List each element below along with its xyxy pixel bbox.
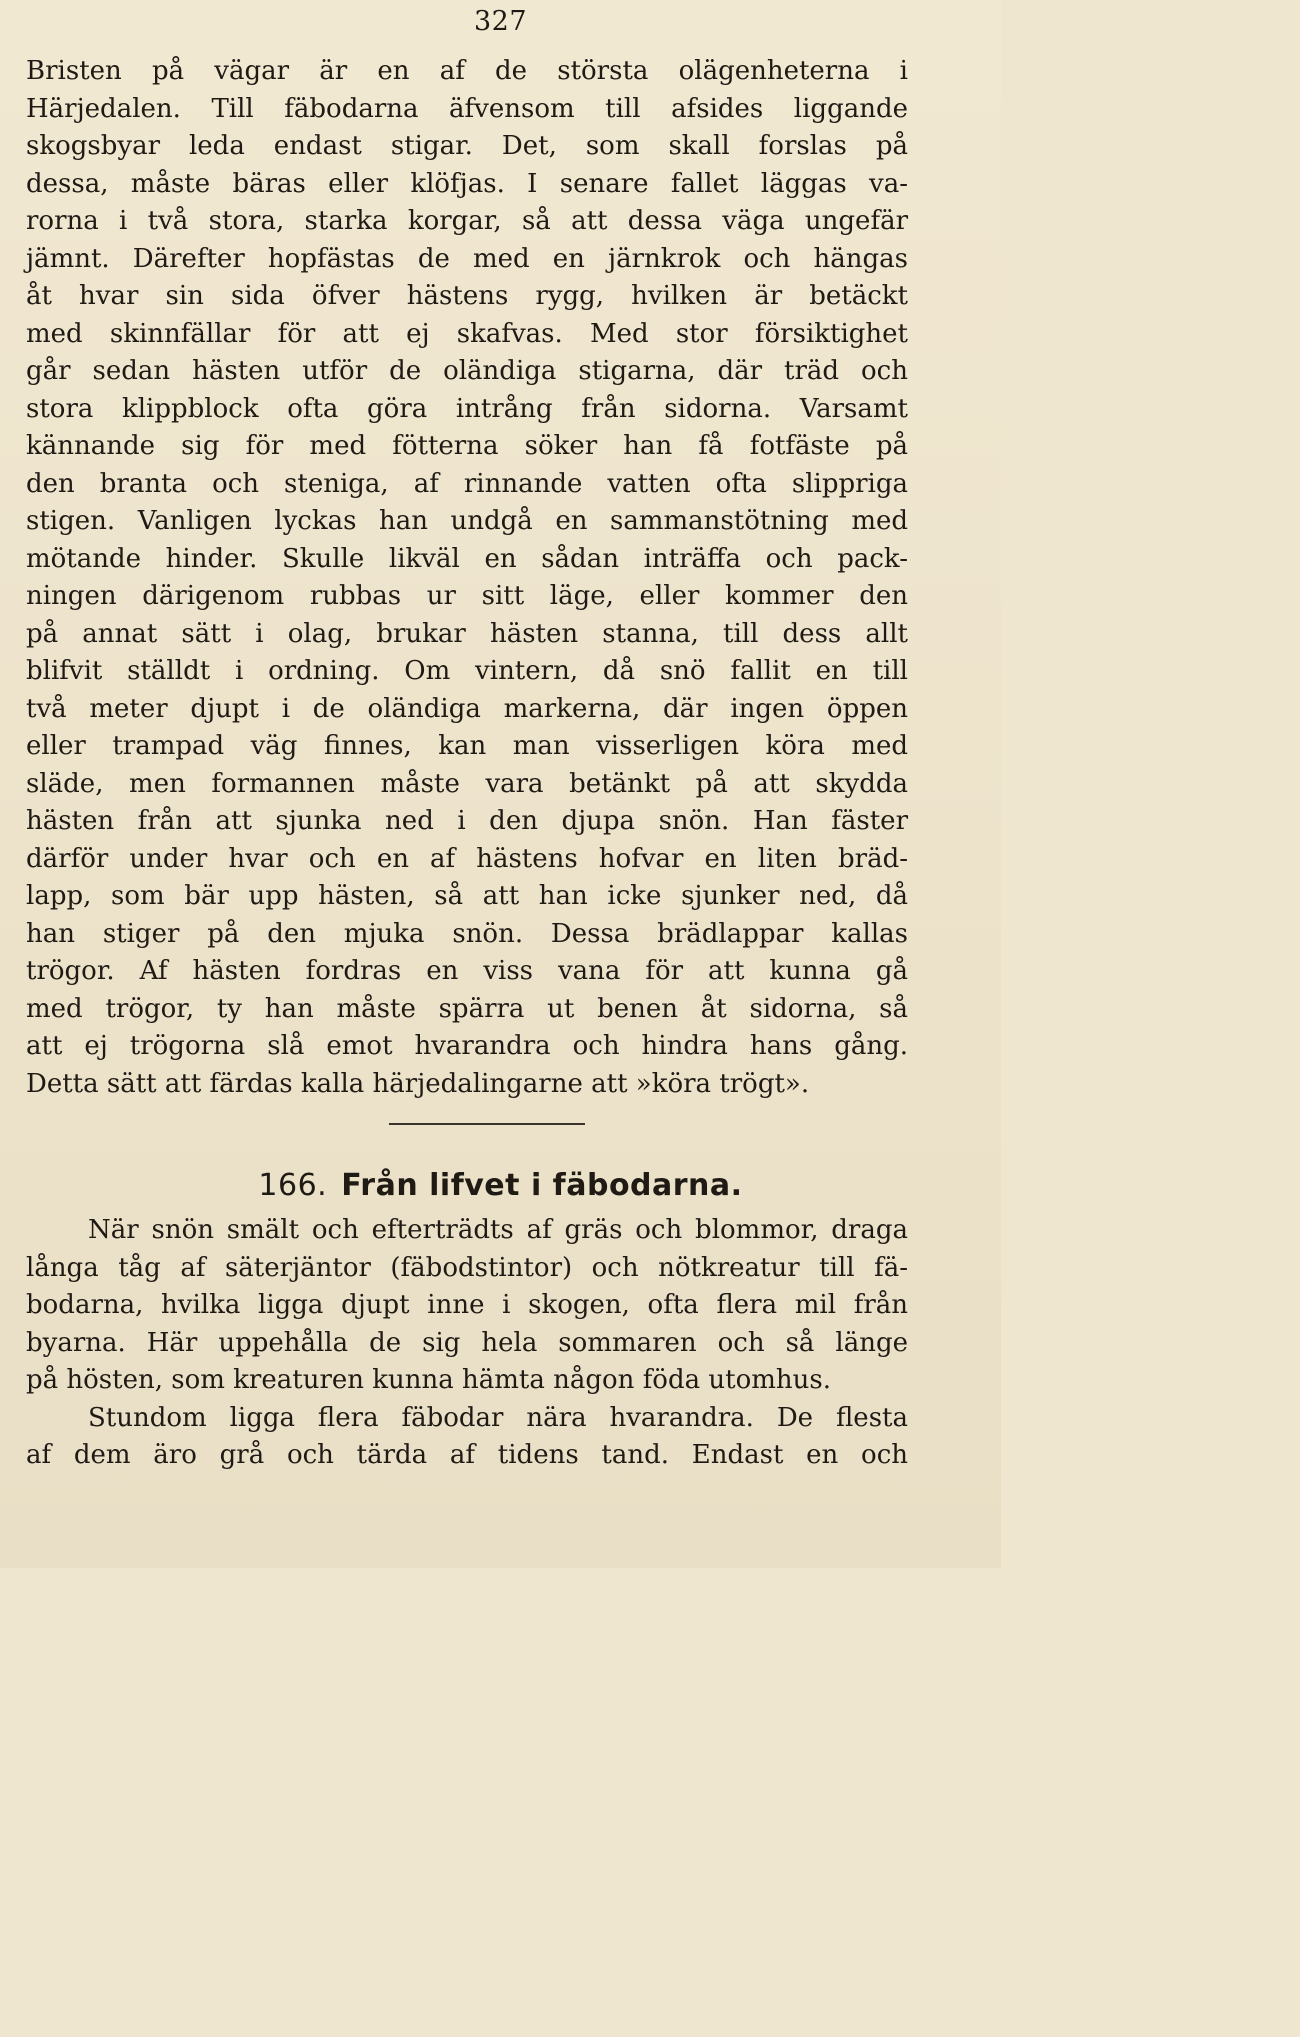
text-line: mötande hinder. Skulle likväl en sådan inträffa och pack- xyxy=(26,543,908,574)
text-line: med skinnfällar för att ej skafvas. Med stor försiktighet xyxy=(26,318,908,349)
text-line: Härjedalen. Till fäbodarna äfvensom till afsides liggande xyxy=(26,93,908,124)
text-line: går sedan hästen utför de oländiga stigarna, där träd och xyxy=(26,356,908,386)
text-line: kännande sig för med fötterna söker han få fotfäste på xyxy=(26,431,908,461)
text-line: på annat sätt i olag, brukar hästen stanna, till dess allt xyxy=(26,618,908,649)
section-paragraph xyxy=(26,1212,908,1475)
text-line: jämnt. Därefter hopfästas de med en järnkrok och hängas xyxy=(26,243,908,274)
section-divider xyxy=(389,1123,585,1125)
text-line: Bristen på vägar är en af de största olägenheterna i xyxy=(26,56,908,86)
text-line: stigen. Vanligen lyckas han undgå en sammanstötning med xyxy=(26,506,908,536)
text-line: på hösten, som kreaturen kunna hämta någon föda utomhus. xyxy=(26,1365,831,1395)
text-line: bodarna, hvilka ligga djupt inne i skogen, ofta flera mil från xyxy=(26,1290,908,1320)
text-line: af dem äro grå och tärda af tidens tand. Endast en och xyxy=(26,1440,908,1470)
text-line: rorna i två stora, starka korgar, så att dessa väga ungefär xyxy=(26,206,908,236)
text-line: hästen från att sjunka ned i den djupa snön. Han fäster xyxy=(26,806,908,836)
text-line: byarna. Här uppehålla de sig hela sommaren och så länge xyxy=(26,1327,908,1358)
text-line: två meter djupt i de oländiga markerna, där ingen öppen xyxy=(26,693,908,724)
section-heading xyxy=(0,1164,1001,1208)
section-number: 166. xyxy=(258,1168,328,1203)
text-line: med trögor, ty han måste spärra ut benen åt sidorna, så xyxy=(26,993,908,1024)
text-line: att ej trögorna slå emot hvarandra och hindra hans gång. xyxy=(26,1031,908,1061)
text-line: När snön smält och efterträdts af gräs och blommor, draga xyxy=(88,1215,908,1245)
text-line: långa tåg af säterjäntor (fäbodstintor) och nötkreatur till fä- xyxy=(26,1252,908,1283)
text-line: skogsbyar leda endast stigar. Det, som skall forslas på xyxy=(26,131,908,161)
text-line: släde, men formannen måste vara betänkt på att skydda xyxy=(26,768,908,799)
intro-paragraph xyxy=(26,53,908,1103)
text-line: Detta sätt att färdas kalla härjedalingarne att »köra trögt». xyxy=(26,1068,810,1099)
text-line: därför under hvar och en af hästens hofvar en liten bräd- xyxy=(26,843,908,874)
text-line: dessa, måste bäras eller klöfjas. I senare fallet läggas va- xyxy=(26,168,908,199)
text-line: den branta och steniga, af rinnande vatten ofta slippriga xyxy=(26,468,908,499)
text-line: trögor. Af hästen fordras en viss vana för att kunna gå xyxy=(26,956,908,986)
text-line: eller trampad väg finnes, kan man visserligen köra med xyxy=(26,731,908,761)
page-number: 327 xyxy=(473,6,528,37)
text-line: ningen därigenom rubbas ur sitt läge, eller kommer den xyxy=(26,581,908,611)
text-line: stora klippblock ofta göra intrång från sidorna. Varsamt xyxy=(26,393,908,424)
text-line: Stundom ligga flera fäbodar nära hvarandra. De flesta xyxy=(88,1402,908,1433)
text-line: åt hvar sin sida öfver hästens rygg, hvilken är betäckt xyxy=(26,281,908,311)
text-line: lapp, som bär upp hästen, så att han icke sjunker ned, då xyxy=(26,881,908,911)
text-line: han stiger på den mjuka snön. Dessa brädlappar kallas xyxy=(26,918,908,949)
text-line: blifvit ställdt i ordning. Om vintern, då snö fallit en till xyxy=(26,656,908,686)
section-title: Från lifvet i fäbodarna. xyxy=(341,1168,743,1203)
